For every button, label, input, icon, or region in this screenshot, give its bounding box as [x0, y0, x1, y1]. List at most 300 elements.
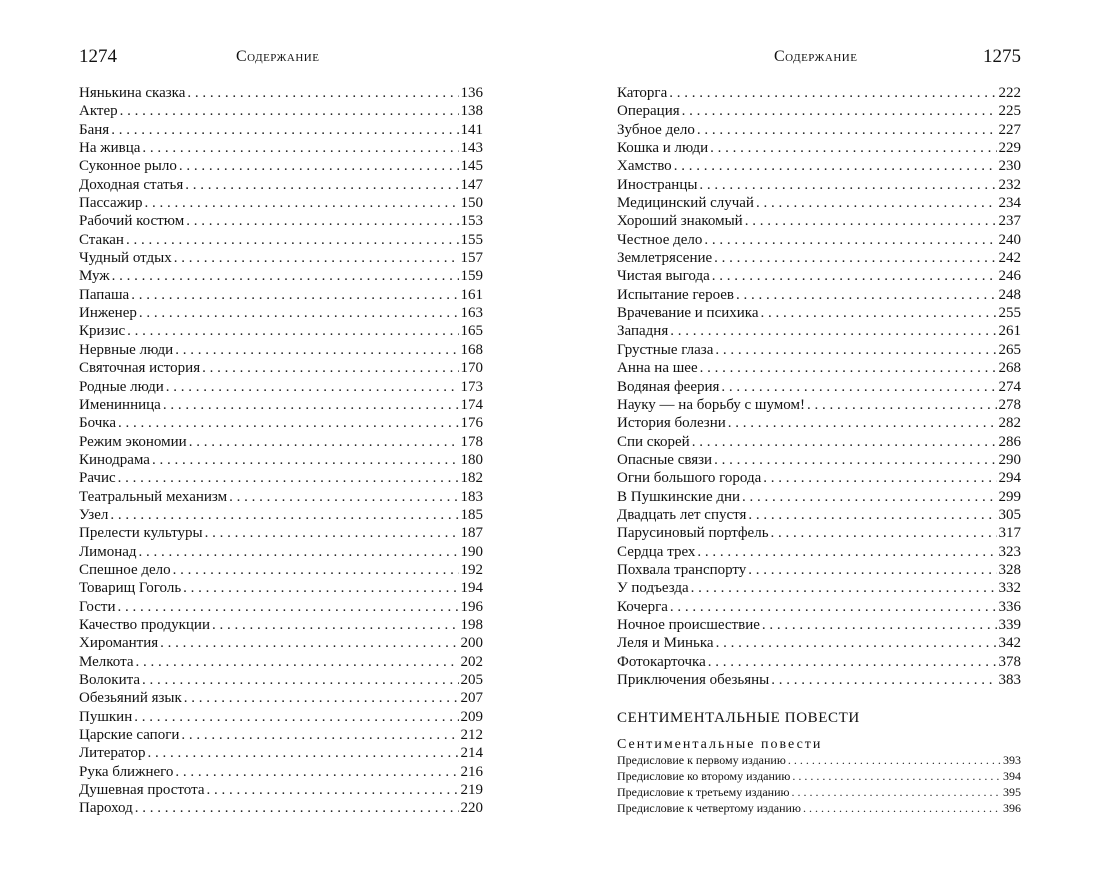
- toc-entry: [617, 212, 1021, 230]
- toc-entry: [617, 561, 1021, 579]
- toc-entry: [79, 799, 483, 817]
- right-page-header: [617, 42, 1021, 70]
- entry-page: 268: [998, 360, 1021, 377]
- toc-entry: [79, 653, 483, 671]
- entry-page: 395: [1003, 785, 1021, 799]
- entry-page: 174: [460, 396, 483, 413]
- entry-page: 185: [460, 506, 483, 523]
- entry-page: 176: [460, 415, 483, 432]
- entry-title: Рачис: [79, 470, 116, 487]
- dot-leader: [212, 616, 459, 634]
- toc-entry: [617, 304, 1021, 322]
- dot-leader: [173, 561, 459, 579]
- entry-title: Медицинский случай: [617, 195, 754, 212]
- toc-entry: [79, 506, 483, 524]
- dot-leader: [118, 414, 459, 432]
- entry-page: 299: [998, 488, 1021, 505]
- entry-page: 192: [460, 561, 483, 578]
- dot-leader: [716, 634, 997, 652]
- entry-page: 255: [998, 305, 1021, 322]
- toc-entry: [617, 800, 1021, 816]
- dot-leader: [771, 671, 996, 689]
- toc-entry: [79, 763, 483, 781]
- entry-title: Доходная статья: [79, 176, 184, 193]
- entry-title: Товарищ Гоголь: [79, 580, 182, 597]
- entry-title: Гости: [79, 598, 116, 615]
- entry-title: Инженер: [79, 305, 137, 322]
- entry-title: Обезьяний язык: [79, 690, 182, 707]
- entry-title: Кризис: [79, 323, 126, 340]
- toc-entry: [617, 524, 1021, 542]
- section-heading: СЕНТИМЕНТАЛЬНЫЕ ПОВЕСТИ: [617, 710, 860, 726]
- toc-entry: [617, 469, 1021, 487]
- dot-leader: [179, 157, 459, 175]
- toc-entry: [617, 579, 1021, 597]
- toc-entry: [79, 708, 483, 726]
- entry-page: 178: [460, 433, 483, 450]
- entry-title: Двадцать лет спустя: [617, 506, 747, 523]
- entry-title: Землетрясение: [617, 250, 713, 267]
- running-head: Содержание: [774, 48, 858, 65]
- entry-title: Предисловие к первому изданию: [617, 753, 786, 767]
- entry-title: Папаша: [79, 286, 130, 303]
- entry-title: Режим экономии: [79, 433, 187, 450]
- entry-page: 165: [460, 323, 483, 340]
- sub-heading: Сентиментальные повести: [617, 737, 823, 752]
- dot-leader: [112, 267, 459, 285]
- entry-title: Испытание героев: [617, 286, 734, 303]
- dot-leader: [139, 543, 459, 561]
- dot-leader: [202, 359, 458, 377]
- toc-entry: [617, 671, 1021, 689]
- toc-entry: [617, 249, 1021, 267]
- running-head: Содержание: [236, 48, 320, 65]
- entry-title: Прелести культуры: [79, 525, 203, 542]
- dot-leader: [120, 102, 459, 120]
- entry-title: Рука ближнего: [79, 763, 174, 780]
- toc-entry: [79, 84, 483, 102]
- toc-entry: [79, 121, 483, 139]
- toc-entry: [79, 267, 483, 285]
- entry-page: 294: [998, 470, 1021, 487]
- entry-page: 396: [1003, 801, 1021, 815]
- entry-page: 147: [460, 176, 483, 193]
- entry-page: 163: [460, 305, 483, 322]
- toc-entry: [617, 768, 1021, 784]
- entry-title: У подъезда: [617, 580, 689, 597]
- entry-page: 138: [460, 103, 483, 120]
- entry-page: 170: [460, 360, 483, 377]
- entry-title: В Пушкинские дни: [617, 488, 741, 505]
- entry-title: Водяная феерия: [617, 378, 720, 395]
- toc-entry: [617, 543, 1021, 561]
- entry-title: Предисловие ко второму изданию: [617, 769, 791, 783]
- toc-entry: [79, 543, 483, 561]
- entry-title: Спи скорей: [617, 433, 690, 450]
- entry-title: Царские сапоги: [79, 727, 180, 744]
- dot-leader: [189, 433, 459, 451]
- entry-page: 286: [998, 433, 1021, 450]
- entry-title: Родные люди: [79, 378, 164, 395]
- entry-page: 136: [460, 85, 483, 101]
- entry-title: Врачевание и психика: [617, 305, 759, 322]
- toc-entry: [79, 616, 483, 634]
- dot-leader: [721, 378, 996, 396]
- entry-title: Стакан: [79, 231, 124, 248]
- entry-page: 198: [460, 616, 483, 633]
- dot-leader: [175, 763, 458, 781]
- entry-title: Хороший знакомый: [617, 213, 743, 230]
- dot-leader: [117, 598, 458, 616]
- dot-leader: [803, 800, 1001, 816]
- entry-title: Баня: [79, 121, 110, 138]
- entry-title: Зубное дело: [617, 121, 695, 138]
- entry-title: Предисловие к третьему изданию: [617, 785, 790, 799]
- entry-page: 234: [998, 195, 1021, 212]
- entry-page: 194: [460, 580, 483, 597]
- toc-entry: [617, 322, 1021, 340]
- dot-leader: [163, 396, 459, 414]
- entry-title: Чистая выгода: [617, 268, 710, 285]
- dot-leader: [714, 451, 996, 469]
- entry-title: История болезни: [617, 415, 726, 432]
- entry-page: 230: [998, 158, 1021, 175]
- dot-leader: [187, 84, 458, 102]
- entry-page: 216: [460, 763, 483, 780]
- entry-page: 155: [460, 231, 483, 248]
- dot-leader: [699, 176, 996, 194]
- toc-entry: [79, 689, 483, 707]
- toc-entry: [79, 781, 483, 799]
- dot-leader: [142, 671, 458, 689]
- page-number: 1275: [983, 46, 1021, 67]
- entry-title: Ночное происшествие: [617, 616, 760, 633]
- toc-entry: [79, 414, 483, 432]
- toc-entry: [79, 249, 483, 267]
- entry-page: 161: [460, 286, 483, 303]
- entry-page: 180: [460, 451, 483, 468]
- entry-title: Хамство: [617, 158, 672, 175]
- entry-page: 212: [460, 727, 483, 744]
- dot-leader: [742, 488, 996, 506]
- entry-title: Кочерга: [617, 598, 668, 615]
- entry-page: 225: [998, 103, 1021, 120]
- entry-page: 393: [1003, 753, 1021, 767]
- toc-entry: [79, 378, 483, 396]
- entry-page: 187: [460, 525, 483, 542]
- dot-leader: [131, 286, 458, 304]
- dot-leader: [152, 451, 459, 469]
- dot-leader: [670, 598, 997, 616]
- toc-entry: [79, 139, 483, 157]
- dot-leader: [148, 744, 459, 762]
- toc-entry: [79, 451, 483, 469]
- entry-page: 317: [998, 525, 1021, 542]
- entry-page: 143: [460, 140, 483, 157]
- entry-page: 157: [460, 250, 483, 267]
- toc-entry: [79, 212, 483, 230]
- entry-title: Парусиновый портфель: [617, 525, 769, 542]
- entry-page: 246: [998, 268, 1021, 285]
- dot-leader: [761, 304, 997, 322]
- entry-title: Сердца трех: [617, 543, 696, 560]
- toc-entry: [617, 752, 1021, 768]
- toc-entry: [79, 231, 483, 249]
- toc-entry: [617, 286, 1021, 304]
- dot-leader: [670, 322, 996, 340]
- dot-leader: [682, 102, 997, 120]
- toc-entry: [79, 157, 483, 175]
- entry-page: 200: [460, 635, 483, 652]
- dot-leader: [807, 396, 997, 414]
- entry-page: 168: [460, 341, 483, 358]
- dot-leader: [708, 653, 997, 671]
- entry-page: 222: [998, 85, 1021, 101]
- toc-entry: [617, 414, 1021, 432]
- entry-title: Пушкин: [79, 708, 133, 725]
- dot-leader: [792, 768, 1001, 784]
- dot-leader: [710, 139, 996, 157]
- toc-entry: [79, 102, 483, 120]
- toc-entry: [79, 304, 483, 322]
- entry-page: 159: [460, 268, 483, 285]
- toc-list-left: [79, 84, 483, 818]
- entry-title: Кинодрама: [79, 451, 150, 468]
- toc-entry: [79, 488, 483, 506]
- toc-entry: [79, 286, 483, 304]
- entry-page: 205: [460, 672, 483, 688]
- entry-title: На живца: [79, 140, 141, 157]
- entry-title: Приключения обезьяны: [617, 672, 770, 688]
- right-page: [617, 0, 1021, 880]
- toc-sublist: [617, 752, 1021, 816]
- toc-entry: [617, 139, 1021, 157]
- entry-page: 342: [998, 635, 1021, 652]
- dot-leader: [669, 84, 996, 102]
- dot-leader: [736, 286, 997, 304]
- toc-entry: [79, 598, 483, 616]
- entry-page: 150: [460, 195, 483, 212]
- toc-entry: [617, 396, 1021, 414]
- dot-leader: [763, 469, 996, 487]
- dot-leader: [748, 561, 996, 579]
- dot-leader: [728, 414, 997, 432]
- dot-leader: [136, 653, 459, 671]
- toc-entry: [617, 634, 1021, 652]
- entry-title: Театральный механизм: [79, 488, 228, 505]
- entry-title: Каторга: [617, 85, 668, 101]
- toc-entry: [617, 616, 1021, 634]
- dot-leader: [745, 212, 997, 230]
- entry-page: 248: [998, 286, 1021, 303]
- entry-title: Пароход: [79, 800, 133, 817]
- entry-title: Грустные глаза: [617, 341, 714, 358]
- entry-page: 274: [998, 378, 1021, 395]
- entry-title: Рабочий костюм: [79, 213, 185, 230]
- entry-title: Лимонад: [79, 543, 137, 560]
- entry-page: 305: [998, 506, 1021, 523]
- toc-entry: [79, 561, 483, 579]
- toc-entry: [617, 176, 1021, 194]
- toc-entry: [79, 469, 483, 487]
- entry-title: Спешное дело: [79, 561, 171, 578]
- entry-page: 240: [998, 231, 1021, 248]
- toc-entry: [79, 671, 483, 689]
- dot-leader: [186, 212, 458, 230]
- dot-leader: [183, 579, 458, 597]
- entry-page: 232: [998, 176, 1021, 193]
- toc-entry: [79, 524, 483, 542]
- entry-title: Западня: [617, 323, 669, 340]
- toc-list-right: [617, 84, 1021, 689]
- entry-page: 214: [460, 745, 483, 762]
- entry-page: 394: [1003, 769, 1021, 783]
- dot-leader: [118, 469, 459, 487]
- dot-leader: [700, 359, 997, 377]
- entry-title: Душевная простота: [79, 782, 205, 799]
- dot-leader: [111, 121, 458, 139]
- toc-entry: [617, 653, 1021, 671]
- dot-leader: [691, 579, 997, 597]
- dot-leader: [697, 121, 997, 139]
- toc-entry: [617, 84, 1021, 102]
- toc-entry: [617, 506, 1021, 524]
- dot-leader: [229, 488, 458, 506]
- toc-entry: [79, 341, 483, 359]
- entry-page: 182: [460, 470, 483, 487]
- entry-title: Иностранцы: [617, 176, 698, 193]
- entry-page: 323: [998, 543, 1021, 560]
- toc-entry: [79, 433, 483, 451]
- entry-title: Качество продукции: [79, 616, 210, 633]
- dot-leader: [142, 139, 458, 157]
- entry-title: Операция: [617, 103, 680, 120]
- entry-title: Волокита: [79, 672, 141, 688]
- entry-page: 282: [998, 415, 1021, 432]
- toc-entry: [79, 194, 483, 212]
- entry-page: 190: [460, 543, 483, 560]
- toc-entry: [79, 396, 483, 414]
- entry-title: Суконное рыло: [79, 158, 177, 175]
- entry-title: Науку — на борьбу с шумом!: [617, 396, 805, 413]
- entry-title: Святочная история: [79, 360, 201, 377]
- toc-entry: [79, 744, 483, 762]
- dot-leader: [206, 781, 458, 799]
- toc-entry: [617, 267, 1021, 285]
- dot-leader: [748, 506, 996, 524]
- entry-title: Именинница: [79, 396, 161, 413]
- dot-leader: [715, 341, 996, 359]
- dot-leader: [756, 194, 997, 212]
- toc-entry: [617, 157, 1021, 175]
- toc-entry: [617, 784, 1021, 800]
- entry-title: Фотокарточка: [617, 653, 706, 670]
- entry-page: 145: [460, 158, 483, 175]
- entry-page: 202: [460, 653, 483, 670]
- entry-title: Бочка: [79, 415, 116, 432]
- page-number: 1274: [79, 46, 117, 67]
- entry-title: Кошка и люди: [617, 140, 709, 157]
- entry-page: 219: [460, 782, 483, 799]
- dot-leader: [127, 322, 458, 340]
- entry-title: Мелкота: [79, 653, 134, 670]
- toc-entry: [617, 378, 1021, 396]
- dot-leader: [145, 194, 459, 212]
- dot-leader: [160, 634, 458, 652]
- dot-leader: [674, 157, 997, 175]
- entry-page: 237: [998, 213, 1021, 230]
- dot-leader: [134, 708, 458, 726]
- toc-entry: [617, 451, 1021, 469]
- entry-page: 328: [998, 561, 1021, 578]
- entry-page: 242: [998, 250, 1021, 267]
- dot-leader: [185, 176, 458, 194]
- toc-entry: [79, 726, 483, 744]
- dot-leader: [712, 267, 997, 285]
- toc-entry: [617, 194, 1021, 212]
- entry-page: 336: [998, 598, 1021, 615]
- toc-entry: [617, 231, 1021, 249]
- entry-title: Честное дело: [617, 231, 703, 248]
- entry-page: 290: [998, 451, 1021, 468]
- dot-leader: [166, 378, 459, 396]
- entry-title: Узел: [79, 506, 109, 523]
- entry-title: Похвала транспорту: [617, 561, 747, 578]
- entry-title: Анна на шее: [617, 360, 698, 377]
- dot-leader: [692, 433, 997, 451]
- dot-leader: [714, 249, 996, 267]
- dot-leader: [181, 726, 458, 744]
- entry-page: 383: [998, 672, 1021, 688]
- toc-entry: [617, 341, 1021, 359]
- toc-entry: [617, 488, 1021, 506]
- toc-entry: [79, 359, 483, 377]
- entry-page: 227: [998, 121, 1021, 138]
- entry-title: Хиромантия: [79, 635, 159, 652]
- dot-leader: [762, 616, 997, 634]
- dot-leader: [791, 784, 1001, 800]
- entry-page: 207: [460, 690, 483, 707]
- entry-title: Опасные связи: [617, 451, 713, 468]
- entry-page: 209: [460, 708, 483, 725]
- dot-leader: [174, 249, 459, 267]
- entry-page: 339: [998, 616, 1021, 633]
- entry-title: Муж: [79, 268, 110, 285]
- entry-page: 196: [460, 598, 483, 615]
- entry-title: Нервные люди: [79, 341, 174, 358]
- entry-title: Огни большого города: [617, 470, 762, 487]
- entry-page: 332: [998, 580, 1021, 597]
- entry-title: Чудный отдых: [79, 250, 172, 267]
- toc-entry: [79, 176, 483, 194]
- dot-leader: [135, 799, 459, 817]
- dot-leader: [175, 341, 458, 359]
- toc-entry: [79, 579, 483, 597]
- toc-entry: [617, 359, 1021, 377]
- toc-entry: [79, 322, 483, 340]
- entry-title: Пассажир: [79, 195, 143, 212]
- toc-entry: [617, 598, 1021, 616]
- toc-entry: [617, 121, 1021, 139]
- entry-page: 183: [460, 488, 483, 505]
- dot-leader: [697, 543, 996, 561]
- dot-leader: [139, 304, 459, 322]
- left-page: [79, 0, 483, 880]
- entry-title: Нянькина сказка: [79, 85, 186, 101]
- dot-leader: [788, 752, 1001, 768]
- entry-page: 261: [998, 323, 1021, 340]
- left-page-header: [79, 42, 483, 70]
